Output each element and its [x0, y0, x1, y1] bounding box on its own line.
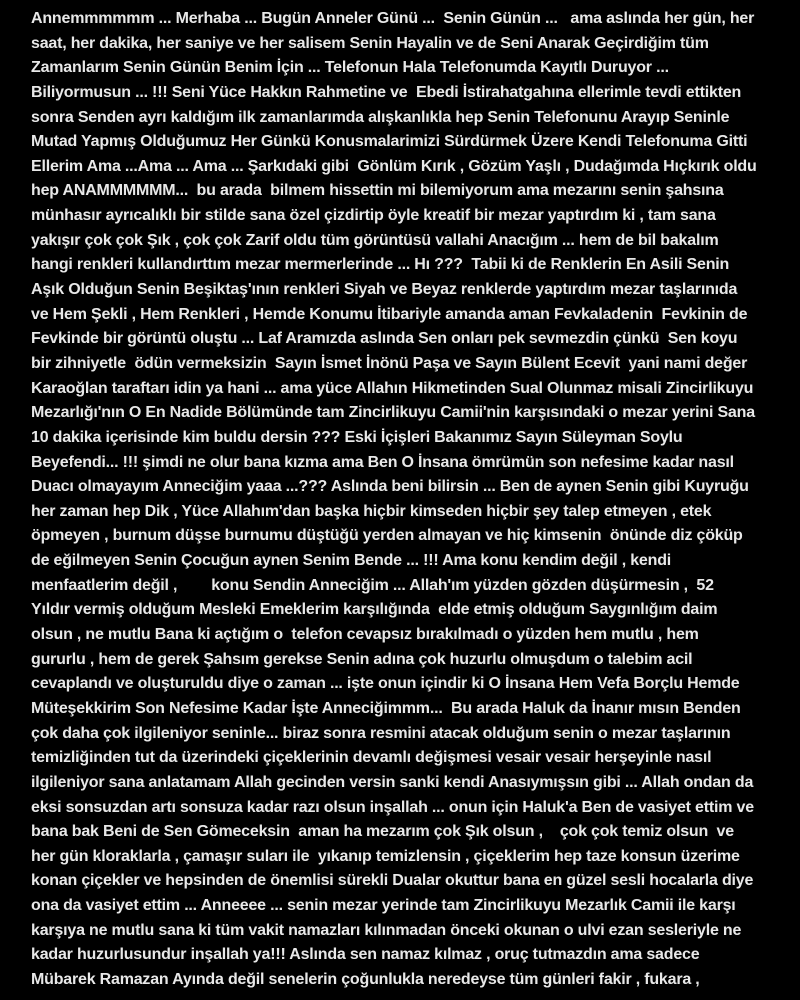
text-line: Zamanlarım Senin Günün Benim İçin ... Telefonun Hala Telefonumda Kayıtlı Duruyor ...	[31, 59, 669, 77]
text-line: Beyefendi... !!! şimdi ne olur bana kızma ama Ben O İnsana ömrümün son nefesime kadar nasıl	[31, 453, 734, 471]
text-line: ona da vasiyet ettim ... Anneeee ... senin mezar yerinde tam Zincirlikuyu Mezarlık Camii ile karşı	[31, 897, 736, 915]
text-line: eksi sonsuzdan artı sonsuza kadar razı olsun inşallah ... onun için Haluk'a Ben de vasiyet ettim ve	[31, 798, 754, 816]
text-line: 10 dakika içerisinde kim buldu dersin ??? Eski İçişleri Bakanımız Sayın Süleyman Soylu	[31, 428, 683, 446]
text-line: her gün kloraklarla , çamaşır suları ile yıkanıp temizlensin , çiçeklerim hep taze konsun üzerime	[31, 847, 740, 865]
text-line: bana bak Beni de Sen Gömeceksin aman ha mezarım çok Şık olsun , çok çok temiz olsun ve	[31, 823, 734, 841]
text-line: çok daha çok ilgileniyor seninle... biraz sonra resmini atacak olduğum senin o mezar taşlarının	[31, 724, 731, 742]
text-line: Mübarek Ramazan Ayında değil senelerin çoğunlukla neredeyse tüm günleri fakir , fukara ,	[31, 970, 700, 988]
text-line: Biliyormusun ... !!! Seni Yüce Hakkın Rahmetine ve Ebedi İstirahatgahına ellerimle tevdi ettikten	[31, 83, 742, 101]
text-line: Yıldır vermiş olduğum Mesleki Emeklerim karşılığında elde etmiş olduğum Saygınlığım daim	[31, 601, 718, 619]
text-line: Mezarlığı'nın O En Nadide Bölümünde tam Zincirlikuyu Camii'nin karşısındaki o mezar yerini Sana	[31, 404, 755, 422]
text-line: hep ANAMMMMMM... bu arada bilmem hissettin mi bilemiyorum ama mezarını senin şahsına	[31, 182, 724, 200]
text-line: de eğilmeyen Senin Çocuğun aynen Senim Bende ... !!! Ama konu kendim değil , kendi	[31, 552, 672, 570]
text-line: ilgileniyor sana anlatamam Allah gecinden versin sanki kendi Anasıymışsın gibi ... Allah ondan da	[31, 773, 754, 791]
text-line: öpmeyen , burnum düşse burnumu düştüğü yerden almayan ve hiç kimsenin önünde diz çöküp	[31, 527, 743, 545]
text-line: Aşık Olduğun Senin Beşiktaş'ının renkleri Siyah ve Beyaz renklerde yaptırdım mezar taşlarınıda	[31, 281, 738, 299]
text-line: bir zihniyetle ödün vermeksizin Sayın İsmet İnönü Paşa ve Sayın Bülent Ecevit yani nami değer	[31, 354, 748, 372]
text-line: Mutad Yapmış Olduğumuz Her Günkü Konusmalarimizi Sürdürmek Üzere Kendi Telefonuma Gitti	[31, 133, 748, 151]
text-line: yakışır çok çok Şık , çok çok Zarif oldu tüm görüntüsü vallahi Anacığım ... hem de bil bakalım	[31, 231, 719, 249]
text-line: Ellerim Ama ...Ama ... Ama ... Şarkıdaki gibi Gönlüm Kırık , Gözüm Yaşlı , Dudağımda Hıçkırık oldu	[31, 157, 757, 175]
text-line: Müteşekkirim Son Nefesime Kadar İşte Anneciğimmm... Bu arada Haluk da İnanır mısın Benden	[31, 699, 741, 717]
text-line: menfaatlerim değil , konu Sendin Anneciğim ... Allah'ım yüzden gözden düşürmesin , 52	[31, 576, 714, 594]
text-line: ve Hem Şekli , Hem Renkleri , Hemde Konumu İtibariyle amanda aman Fevkaladenin Fevkinin de	[31, 305, 748, 323]
text-line: Karaoğlan taraftarı idin ya hani ... ama yüce Allahın Hikmetinden Sual Olunmaz misali Zincirlikuyu	[31, 379, 754, 397]
text-line: münhasır ayrıcalıklı bir stilde sana özel çizdirtip öyle kreatif bir mezar yaptırdım ki , tam sana	[31, 207, 716, 225]
text-line: gururlu , hem de gerek Şahsım gerekse Senin adına çok huzurlu olmuşdum o talebim acil	[31, 650, 693, 668]
text-line: olsun , ne mutlu Bana ki açtığım o telefon cevapsız bırakılmadı o yüzden hem mutlu , hem	[31, 626, 699, 644]
text-line: saat, her dakika, her saniye ve her salisem Senin Hayalin ve de Seni Anarak Geçirdiğim tüm	[31, 34, 709, 52]
text-line: Fevkinde bir görüntü oluştu ... Laf Aramızda aslında Sen onları pek sevmezdin çünkü Sen koyu	[31, 330, 738, 348]
text-line: her zaman hep Dik , Yüce Allahım'dan başka hiçbir kimseden hiçbir şey talep etmeyen , etek	[31, 502, 712, 520]
text-line: temizliğinden tut da üzerindeki çiçeklerinin devamlı değişmesi vesair vesair herşeyinle nasıl	[31, 749, 712, 767]
text-line: karşıya ne mutlu sana ki tüm vakit namazları kılınmadan önceki okunan o ulvi ezan sesleriyle ne	[31, 921, 742, 939]
text-line: kadar huzurlusundur inşallah ya!!! Aslında sen namaz kılmaz , oruç tutmazdın ama sadece	[31, 946, 700, 964]
text-line: hangi renkleri kullandırttım mezar mermerlerinde ... Hı ??? Tabii ki de Renklerin En Asili Senin	[31, 256, 730, 274]
text-line: Annemmmmmm ... Merhaba ... Bugün Anneler Günü ... Senin Günün ... ama aslında her gün, her	[31, 10, 755, 27]
text-line: Duacı olmayayım Anneciğim yaaa ...??? Aslında beni bilirsin ... Ben de aynen Senin gibi Kuyruğu	[31, 478, 749, 496]
text-line: cevaplandı ve oluşturuldu diye o zaman ... işte onun içindir ki O İnsana Hem Vefa Borçlu Hemde	[31, 675, 740, 693]
text-line: sonra Senden ayrı kaldığım ilk zamanlarımda alışkanlıkla hep Senin Telefonunu Arayıp Seninle	[31, 108, 730, 126]
text-line: konan çiçekler ve hepsinden de önemlisi sürekli Dualar okuttur bana en güzel sesli hocalarla diye	[31, 872, 754, 890]
